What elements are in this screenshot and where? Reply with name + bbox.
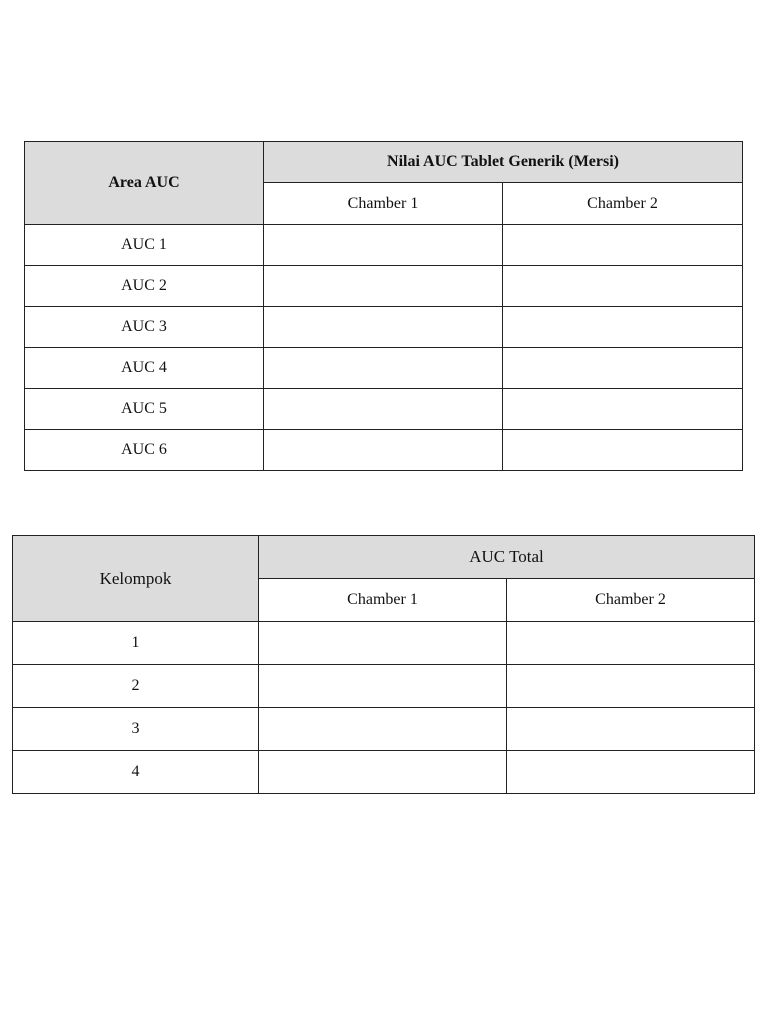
row-label: 3	[13, 708, 259, 751]
header-chamber-2: Chamber 2	[503, 183, 743, 225]
header-chamber-2: Chamber 2	[507, 579, 755, 622]
row-label: AUC 1	[25, 225, 264, 266]
cell-chamber-1[interactable]	[259, 708, 507, 751]
table-row	[25, 266, 743, 307]
header-nilai-auc: Nilai AUC Tablet Generik (Mersi)	[264, 142, 743, 183]
cell-chamber-1[interactable]	[259, 665, 507, 708]
row-label: 4	[13, 751, 259, 794]
row-label: 2	[13, 665, 259, 708]
auc-area-table	[24, 141, 743, 471]
table-row	[25, 348, 743, 389]
table-row	[25, 307, 743, 348]
cell-chamber-1[interactable]	[264, 225, 503, 266]
row-label: AUC 5	[25, 389, 264, 430]
cell-chamber-2[interactable]	[503, 225, 743, 266]
header-auc-total: AUC Total	[259, 536, 755, 579]
header-kelompok: Kelompok	[13, 536, 259, 622]
table-row	[25, 389, 743, 430]
table-row	[25, 430, 743, 471]
auc-total-table	[12, 535, 755, 794]
cell-chamber-2[interactable]	[503, 307, 743, 348]
row-label: AUC 3	[25, 307, 264, 348]
cell-chamber-2[interactable]	[507, 751, 755, 794]
cell-chamber-2[interactable]	[503, 389, 743, 430]
cell-chamber-1[interactable]	[259, 751, 507, 794]
table-row	[13, 665, 755, 708]
cell-chamber-1[interactable]	[264, 348, 503, 389]
cell-chamber-2[interactable]	[503, 266, 743, 307]
cell-chamber-2[interactable]	[507, 665, 755, 708]
cell-chamber-2[interactable]	[507, 622, 755, 665]
cell-chamber-2[interactable]	[507, 708, 755, 751]
header-chamber-1: Chamber 1	[259, 579, 507, 622]
table-row	[25, 225, 743, 266]
row-label: AUC 4	[25, 348, 264, 389]
header-area-auc: Area AUC	[25, 142, 264, 225]
table-row	[13, 751, 755, 794]
table-row	[13, 708, 755, 751]
row-label: AUC 2	[25, 266, 264, 307]
header-chamber-1: Chamber 1	[264, 183, 503, 225]
cell-chamber-1[interactable]	[264, 389, 503, 430]
cell-chamber-1[interactable]	[264, 266, 503, 307]
table-row	[13, 622, 755, 665]
row-label: AUC 6	[25, 430, 264, 471]
cell-chamber-2[interactable]	[503, 348, 743, 389]
cell-chamber-2[interactable]	[503, 430, 743, 471]
row-label: 1	[13, 622, 259, 665]
cell-chamber-1[interactable]	[259, 622, 507, 665]
cell-chamber-1[interactable]	[264, 430, 503, 471]
cell-chamber-1[interactable]	[264, 307, 503, 348]
